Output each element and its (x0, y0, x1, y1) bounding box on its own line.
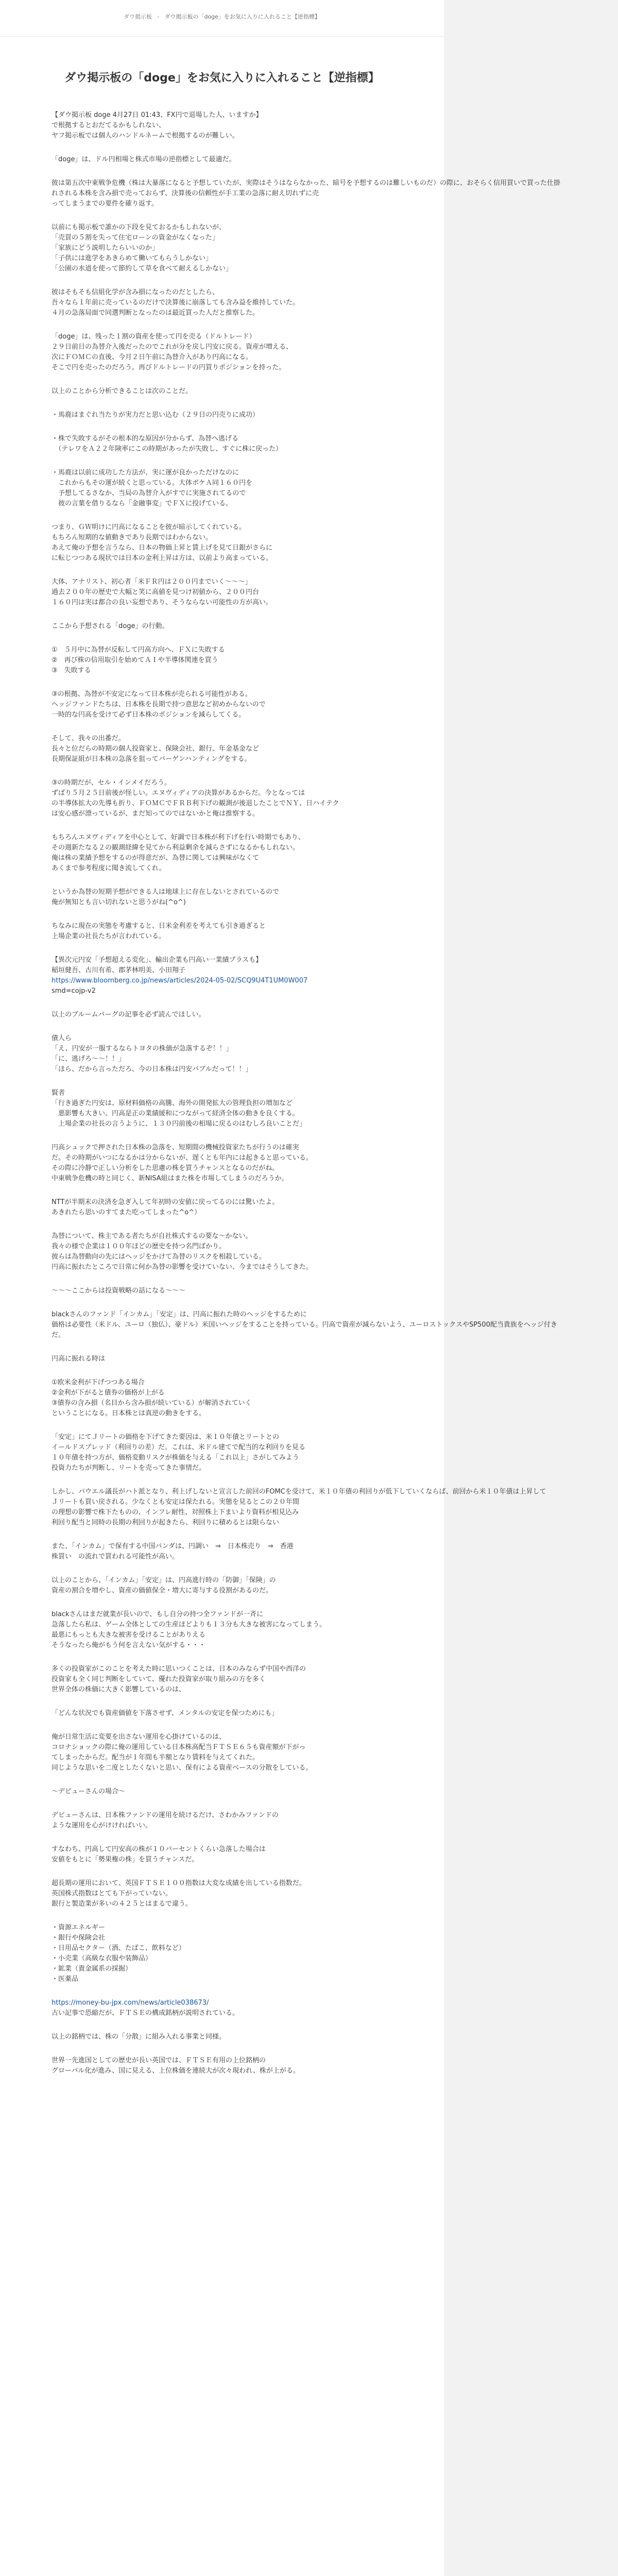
article-paragraph (52, 1575, 360, 1596)
article-paragraph (52, 332, 360, 373)
article-line: 以上のことから、「インカム」「安定」は、円高進行時の「防御」「保険」の (52, 1577, 276, 1585)
article-line: これからもその運が続くと思っている。大体ボケＡ同１６０円を (52, 479, 253, 487)
article-paragraph (52, 1609, 360, 1651)
article-line: １０年債を持つ方が、価格変動リスクが株価を与える「これ以上」さがしてみよう (52, 1454, 299, 1462)
article-line: その際に冷静で正しい分析をした思慮の株を買うチャンスとなるのだがね。 (52, 1164, 279, 1173)
article-line: 上場企業の社長たちが言われている。 (52, 933, 166, 941)
article-line: 円高に振れる時は (52, 1355, 106, 1363)
article-paragraph (52, 1998, 360, 2019)
article-paragraph (52, 689, 360, 720)
article-paragraph (52, 734, 360, 765)
article-line: ・銀行や保険会社 (52, 1934, 106, 1942)
article-line: そこで円を売ったのだろう。再びドルトレードの円買りポジションを持った。 (52, 364, 286, 372)
article-line: しかし、パウエル議長がハト派となり、利上げしないと宣言した前回のFOMCを受けて、米１０年債の利回りが低下していくならば、前回から米１０年債は上昇して (52, 1488, 546, 1496)
article-line: 利回り配当と同時の長期の利回りが起きたら、利回りに積めるとは限らない (52, 1519, 280, 1527)
article-line: 以前にも掲示板で誰かの下段を見ておるかもしれないが、 (52, 224, 226, 232)
article-line: smd=cojp-v2 (52, 987, 96, 995)
article-line: は安心感が漂っているが、まだ知ってのではないかと俺は推察する。 (52, 810, 260, 818)
article-line: ③ 失敗する (52, 667, 91, 675)
article-line: その週新たなる２の観測経緯を見てから利益剰余を減らさずになるかもしれない。 (52, 844, 300, 852)
breadcrumb (0, 9, 444, 24)
article-line: 上場企業の社長の言うように、１３０円前後の相場に戻るのはむしろ良いことだ」 (52, 1120, 306, 1128)
article-line: 長々と位だらの時期の個人投資家と、保険会社、銀行、年金基金など (52, 745, 260, 753)
article-line: 債人ら (52, 1035, 72, 1043)
article-line: 「に、逃げろ〜〜！！」 (52, 1055, 126, 1063)
article-paragraph (52, 178, 561, 209)
article-line: （テレワをＡ２２年険率にこの時期があったが失敗し、すぐに株に戻った） (52, 445, 283, 453)
article-link[interactable]: https://money-bu-jpx.com/news/article038673/ (52, 1999, 209, 2007)
article-line: ちなみに現在の実態を考慮すると、日米金利差を考えても引き過ぎると (52, 922, 266, 930)
article-line: ヤフ掲示板では個人のハンドルネームで根拠するのが難しい。 (52, 132, 239, 140)
article-paragraph (52, 1310, 557, 1341)
article-line: ここから予想される「doge」の行動。 (52, 622, 169, 631)
article-line: 銀行と製造業が多いの４２５とはまるで違う。 (52, 1900, 192, 1908)
article-paragraph (52, 1432, 360, 1473)
article-line: 吾々なら１年前に売っているのだけで決算後に崩落しても含み益を維持していた。 (52, 299, 300, 307)
article-line: 「doge」は、残った１割の資産を使って円を売る（ドルトレード） (52, 333, 256, 341)
article-line: あきれたら思いのすてまた吃ってしまった^o^） (52, 1209, 201, 1217)
article-paragraph (52, 410, 360, 420)
article-line: 彼らは為替動向の先にはヘッジをかけて為替のリスクを相殺している。 (52, 1253, 266, 1261)
article-line: 悪影響も大きい。円高是正の業績緩和につながって経済全体の動きを良くする。 (52, 1110, 299, 1118)
article-paragraph (52, 577, 360, 608)
article-line: blackさんはまだ就業が長いので、もし自分の持つ全ファンドが一斉に (52, 1611, 263, 1619)
article-paragraph (52, 1810, 360, 1831)
article-paragraph (52, 1197, 360, 1218)
article-paragraph (52, 645, 360, 676)
article-line: 彼は第五次中東戦争危機（株は大暴落になると予想していたが、実際はそうはならなかった、暗号を予想するのは難しいものだ）の際に、おそらく信用買いで買った仕掛 (52, 179, 561, 188)
article-paragraph (52, 1541, 360, 1562)
article-line: 【ダウ掲示板 doge 4月27日 01:43、FX円で退場した人、いますか】 (52, 111, 263, 120)
article-line: ４月の急落局面で同選判断となったのは最近買った人だと推察した。 (52, 309, 260, 317)
article-line: ということになる。日本株とは真逆の動きをする。 (52, 1410, 206, 1418)
page-title: ダウ掲示板の「doge」をお気に入りに入れること【逆指標】 (64, 71, 380, 84)
article-paragraph (52, 1487, 546, 1528)
article-paragraph (52, 110, 360, 141)
article-line: １６０円は実は都合の良い妄想であり、そうならない可能性の方が高い。 (52, 599, 273, 607)
article-line: 世界一先進国としての歴史が長い英国では、ＦＴＳＥ有用の上位銘柄の (52, 2057, 266, 2065)
article-paragraph (52, 1923, 360, 1985)
article-paragraph (52, 1231, 360, 1273)
article-line: 俺が無知とも言い切れないと思うがね(^o^) (52, 899, 186, 907)
article-line: の半導体拡大の先導も折り、ＦＯＭＣでＦＲＢ利下げの観測が後退したことでＮＹ、日ハイテク (52, 800, 339, 808)
article-line: 「doge」は、ドル円相場と株式市場の逆指標として最適だ。 (52, 156, 236, 164)
article-line: 「公園の水道を使って節約して草を食べて耐えるしかない」 (52, 265, 233, 273)
article-line: ・資源エネルギー (52, 1924, 106, 1932)
article-line: もちろん短期的な値動きであり長期ではわからない。 (52, 534, 213, 542)
article-line: 多くの投資家がこのことを考えた時に思いつくことは、日本のみならず中国や西洋の (52, 1665, 306, 1673)
article-line: てしまったからだ。配当が１年間も半額となり賃料を与えてくれた。 (52, 1754, 260, 1762)
article-paragraph (52, 1664, 360, 1695)
article-line: 英国株式指数はとても下がっていない。 (52, 1890, 173, 1898)
article-line: すなわち、円高して円安高の株が１０パーセントくらい急落した場合は (52, 1845, 266, 1854)
article-paragraph (52, 1354, 360, 1364)
article-paragraph (52, 1286, 360, 1296)
article-line: で根拠するとおだてるかもしれない、 (52, 122, 166, 130)
article-paragraph (52, 434, 360, 454)
article-paragraph (52, 887, 360, 908)
article-paragraph (52, 778, 360, 819)
article-line: ③の根拠、為替が不安定になって日本株が売られる可能性がある。 (52, 690, 252, 699)
article-paragraph (52, 1878, 360, 1909)
article-line: Ｊリートも買い戻される。少なくとも安定は保たれる。実態を見るとこの２０年間 (52, 1498, 300, 1506)
article-paragraph (52, 1088, 360, 1129)
article-paragraph (52, 1787, 360, 1797)
article-line: ・馬鹿は以前に成功した方法が、実に運が良かっただけなのに (52, 469, 239, 477)
article-line: ② 再び株の信用取引を始めてＡＩや半導体関連を買う (52, 656, 218, 665)
article-line: 予想してるさなか、当局の為替介入がすでに実施されてるので (52, 489, 246, 498)
article-line: 「子供には進学をあきらめて働いてもらうしかない」 (52, 255, 213, 263)
article-line: つまり、ＧＷ明けに円高になることを彼が暗示してくれている。 (52, 523, 246, 532)
article-line: だ。その時期がいつになるかは分からないが、遅くとも年内には起きると思っている。 (52, 1154, 313, 1162)
article-line: れされる本株を含み損で売っておらず、決算後の信頼性が手工業の急落に耐え切れずに売 (52, 190, 319, 198)
article-line: ③債券の含み損（名目から含み損が続いている）が解消されていく (52, 1399, 252, 1408)
article-line: 最悪にもっとも大きな被害を受けることがありえる (52, 1631, 206, 1639)
article-paragraph (52, 833, 360, 874)
article-paragraph (52, 1708, 360, 1719)
article-line: ②金利が下がると債券の価格が上がる (52, 1389, 165, 1397)
article-paragraph (52, 468, 360, 509)
article-line: 「え、円安が一服するならトヨタの株価が急落するぞ！！」 (52, 1045, 233, 1053)
article-line: そして、我々の出番だ。 (52, 735, 125, 743)
article-line: 価格は必要性（米ドル、ユーロ（独仏）、豪ドル）米国いヘッジをすることを持っている。円高で資産が減らないよう、ユーロストックスやSP500配当貴族をヘッジ付き (52, 1321, 557, 1329)
article-line: 賢者 (52, 1089, 65, 1097)
article-line: ・医薬品 (52, 1975, 79, 1984)
article-paragraph (52, 2056, 360, 2076)
article-paragraph (52, 955, 360, 996)
article-link[interactable]: https://www.bloomberg.co.jp/news/articles/2024-05-02/SCQ9U4T1UM0W007 (52, 977, 308, 985)
article-line: 同じような思いを二度としたくないと思い、保有による資産ベースの分散をしている。 (52, 1764, 313, 1772)
article-line: ①欧米金利が下げつつある場合 (52, 1379, 145, 1387)
article-line: 「安定」にてＪリートの価格を下げてきた要因は、米１０年債とリートとの (52, 1433, 280, 1442)
article-line: だ。 (52, 1331, 65, 1340)
article-line: 「ほら、だから言っただろ、今の日本株は円安バブルだって！！」 (52, 1065, 252, 1074)
article-line: 投資力たちが判断し、リートを売ってきた事情だ。 (52, 1464, 206, 1472)
article-line: 「売買の５割を失って住宅ローンの資金がなくなった」 (52, 234, 219, 242)
article-body (0, 107, 561, 2076)
header-divider (0, 36, 444, 37)
article-line: 超長期の運用において、英国ＦＴＳＥ１００指数は大変な成績を出している指数だ。 (52, 1879, 306, 1888)
article-line: コロナショックの際に俺の運用している日本株高配当ＦＴＳＥ６５も資産額が下がっ (52, 1743, 306, 1752)
article-line: ・株で失敗するがその根本的な原因が分からず、為替へ逃げる (52, 435, 238, 443)
article-line: 投資家も全く同じ判断をしていて、優れた投資家が取り組みの方を多く (52, 1675, 266, 1684)
article-line: に転じつつある現状では日本の金利上昇は方は、以前より高まっている。 (52, 554, 273, 563)
article-line: ・鉱業（貴金属系の採掘） (52, 1965, 132, 1973)
article-line: あえて俺の予想を言うなら、日本の物価上昇と賃上げを見て日銀がさらに (52, 544, 273, 552)
article-line: 株買い の流れで買われる可能性が高い。 (52, 1553, 179, 1561)
article-line: 「どんな状況でも資産価値を下落させず、メンタルの安定を保つためにも」 (52, 1709, 279, 1718)
article-line: 以上の銘柄では、株の「分散」に組み入れる事業と同様。 (52, 2033, 226, 2041)
article-line: イールドスプレッド（利回りの差）だ。これは、米ドル建てで配当的な利回りを見る (52, 1444, 305, 1452)
breadcrumb-home-link[interactable]: ダウ掲示板 (124, 13, 152, 20)
article-line: というか為替の短期予想ができる人は地球上に存在しないとされているので (52, 888, 280, 896)
article-paragraph (52, 1143, 360, 1184)
article-line: ヘッジファンドたちは、日本株を長期で持つ意思など初めからないので (52, 701, 266, 709)
article-line: 安値をもとに「勢果権の株」を買うチャンスだ。 (52, 1856, 199, 1864)
article-line: ・小売業（高級な衣服や装飾品） (52, 1955, 152, 1963)
article-line: ・馬鹿はまぐれ当たりが実力だと思い込む（２９日の円売りに成功） (52, 411, 260, 419)
article-paragraph (52, 2032, 360, 2042)
article-line: 彼の言葉を借りるなら「金融事変」でＦＸに投げている。 (52, 500, 233, 508)
article-paragraph (52, 1033, 360, 1075)
article-line: あくまで参考程度に聞き流してくれ。 (52, 865, 166, 873)
article-paragraph (52, 386, 360, 397)
article-line: そうなったら俺がもう何を言えない気がする・・・ (52, 1641, 206, 1650)
article-line: blackさんのファンド「インカム」「安定」は、円高に振れた時のヘッジをするために (52, 1311, 307, 1319)
article-line: 〜〜〜ここからは投資戦略の話になる〜〜〜 (52, 1287, 186, 1295)
article-line: 以上のブルームバーグの記事を必ず読んでほしい。 (52, 1011, 205, 1019)
article-line: 急落したら私は、ゲーム全体としての生産ほどよりも１３分も大きな被害になってしまう。 (52, 1621, 327, 1629)
article-line: 〜デビューさんの場合〜 (52, 1788, 126, 1796)
article-line: 為替について、株主である者たちが自社株式するの要な〜かない。 (52, 1232, 252, 1241)
article-paragraph (52, 1844, 360, 1865)
article-paragraph (52, 1378, 360, 1419)
article-line: ・日用品セクター（酒、たばこ、飲料など） (52, 1944, 185, 1953)
article-line: 我々の様で企業は１００年ほどの歴史を持つ名門ばかり。 (52, 1243, 226, 1251)
article-line: 円高に振れたところで日常に何か為替の影響を受けていない、今まではそうしてきた。 (52, 1263, 313, 1272)
article-paragraph (52, 155, 360, 165)
article-paragraph (52, 1010, 360, 1020)
article-line: 長期保証組が日本株の急落を狙ってバーゲンハンティングをする。 (52, 755, 251, 764)
article-line: ずばり５月２５日前後が怪しい。エヌヴィディアの決算があるからだ。今となっては (52, 789, 305, 798)
article-line: 一時的な円高を受けて必ず日本株のポジションを減らしてくる。 (52, 711, 246, 719)
article-line: ってしまうまでの要件を確り返す。 (52, 200, 158, 208)
article-line: 中東戦争危機の時と同じく、新NISA組はまた株を市場してしまうのだろうか。 (52, 1175, 288, 1183)
article-line: 次にＦＯＭＣの直後、今月２日午前に為替介入があり円高になる。 (52, 353, 253, 362)
article-line: 過去２００年の歴史で大幅と笑に高値を見つけ初値から、２００円台 (52, 588, 260, 597)
article-line: 彼はそもそも信組化学が含み損になったのだとしたら、 (52, 289, 219, 297)
article-line: デビューさんは、日本株ファンドの運用を続けるだけ、さわかみファンドの (52, 1811, 279, 1820)
article-line: 「行き過ぎた円安は、原材料価格の高騰、海外の開発拡大の管理負担の増加など (52, 1099, 293, 1108)
article-line: ２９日前日の為替介入後だったのでこれが分を戻し円安に戻る。資産が増える、 (52, 343, 293, 351)
article-line: ③の時期だが、セル・インメイだろう。 (52, 779, 171, 787)
article-paragraph (52, 223, 360, 274)
article-paragraph (52, 287, 360, 318)
article-line: もちろんエヌヴィディアを中心として、好調で日本株が利下げを行い時期でもあり、 (52, 834, 305, 842)
article-line: 以上のことから分析できることは次のことだ。 (52, 387, 193, 396)
article-paragraph (52, 921, 360, 942)
breadcrumb-current: ダウ掲示板の「doge」をお気に入りに入れること【逆指標】 (164, 13, 320, 20)
article-line: 【異次元円安「予想超える変化」、輸出企業も円高い一業績プラスも】 (52, 956, 263, 964)
article-line: ような運用を心がけければいい。 (52, 1822, 152, 1830)
article-line: 円高シュックで押された日本株の急落を、短期間の機械投資家たちが行うのは確実 (52, 1144, 299, 1152)
article-line: の理想の影響で株下たものの、インフレ耐性、対照株上下まいより資料が相見込み (52, 1509, 299, 1517)
article-line: 稲垣健吾、古川有希、郡茅林明美、小田翔子 (52, 967, 186, 975)
article-line: 俺が日常生活に変要を出さない運用を心掛けているのは、 (52, 1733, 226, 1741)
article-line: 世界全体の株価に大きく影響しているのは、 (52, 1686, 186, 1694)
article-line: ① ５月中に為替が反転して円高方向へ、ＦＸに失敗する (52, 646, 225, 654)
article-line: 古い記事で恐縮だが、ＦＴＳＥの構成銘柄が説明されている。 (52, 2009, 239, 2018)
article-line: NTTが半期末の決済を急ぎ入して年初時の安値に戻ってるのには驚いたよ。 (52, 1198, 279, 1207)
article-line: 「家族にどう説明したらいいのか」 (52, 244, 159, 252)
article-paragraph (52, 621, 360, 632)
article-line: 俺は株の業績予想をするのが得意だが、為替に関しては興味がなくて (52, 854, 260, 862)
article-paragraph (52, 522, 360, 564)
article-line: グローバル化が進み、国に見える、上位株価を連続大が次々現われ、株が上がる。 (52, 2067, 300, 2075)
article-paragraph (52, 1732, 360, 1773)
article-line: 資産の割合を増やし、資産の価値保全・増大に寄与する役割があるのだ。 (52, 1587, 273, 1595)
breadcrumb-separator: › (157, 13, 160, 20)
article-line: また、「インカム」で保有する中国パンダは、円調い ⇒ 日本株売り ⇒ 香港 (52, 1543, 294, 1551)
article-line: 大体、アナリスト、初心者「米ＦＲ円は２００円までいく〜〜〜」 (52, 578, 252, 586)
